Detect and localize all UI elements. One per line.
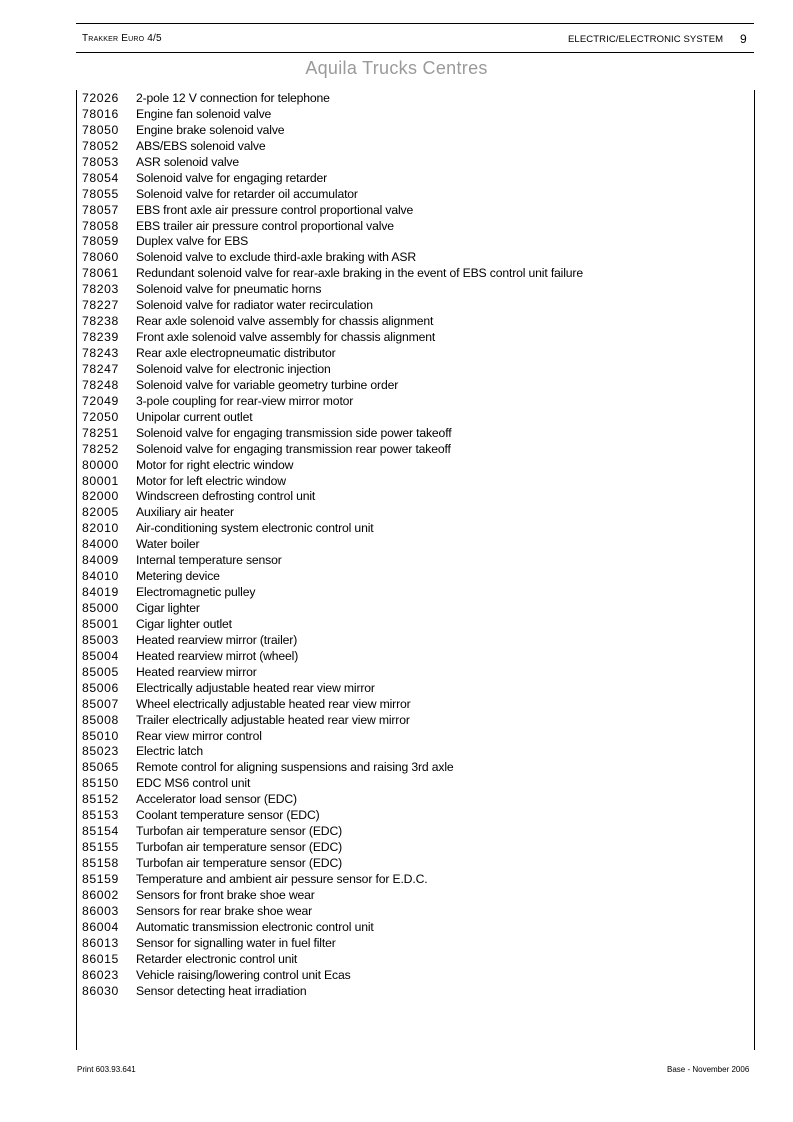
component-code: 78247 [82,361,119,376]
component-code: 72026 [82,91,119,105]
component-description: Temperature and ambient air pessure sensor for E.D.C. [136,871,428,886]
component-code: 85154 [82,824,119,839]
component-description: Air-conditioning system electronic control unit [136,521,374,536]
component-description: Motor for right electric window [136,457,294,472]
component-description: 2-pole 12 V connection for telephone [136,91,330,105]
component-description: Retarder electronic control unit [136,951,298,966]
component-description: Unipolar current outlet [136,409,253,424]
component-description: ABS/EBS solenoid valve [136,138,266,153]
component-description: Electromagnetic pulley [136,585,256,600]
component-description: Trailer electrically adjustable heated rear view mirror [136,712,410,727]
list-item [82,824,583,840]
footer-edition: Base - November 2006 [667,1065,750,1074]
list-item [82,410,583,426]
component-code: 78252 [82,441,119,456]
component-description: Coolant temperature sensor (EDC) [136,808,320,823]
list-item [82,729,583,745]
component-code: 78016 [82,106,119,121]
list-item [82,521,583,537]
component-code: 85005 [82,664,119,679]
component-description: Rear view mirror control [136,728,262,743]
list-item [82,378,583,394]
list-item [82,808,583,824]
list-item [82,234,583,250]
component-code: 78248 [82,377,119,392]
component-description: Internal temperature sensor [136,553,282,568]
component-code: 84009 [82,553,119,568]
list-item [82,489,583,505]
component-code: 78059 [82,234,119,249]
component-code: 85158 [82,856,119,870]
component-description: Wheel electrically adjustable heated rear view mirror [136,696,411,711]
component-description: Solenoid valve for engaging transmission side power takeoff [136,425,452,440]
list-item [82,426,583,442]
list-item [82,187,583,203]
component-code: 84000 [82,537,119,552]
component-code: 72049 [82,393,119,408]
component-code: 78227 [82,298,119,313]
list-item [82,585,583,601]
list-item [82,856,583,872]
component-code: 78243 [82,346,119,360]
component-code: 78203 [82,282,119,297]
watermark: Aquila Trucks Centres [305,58,488,78]
component-description: EBS front axle air pressure control proportional valve [136,202,414,217]
list-item [82,936,583,952]
right-margin-rule [754,90,755,1050]
list-item [82,984,583,1000]
component-code: 86013 [82,935,119,950]
component-code: 78054 [82,170,119,185]
page-number: 9 [740,32,747,46]
list-item [82,569,583,585]
component-description: Solenoid valve for engaging transmission rear power takeoff [136,441,451,456]
component-code: 78057 [82,202,119,217]
component-code: 78055 [82,186,119,201]
component-description: Metering device [136,569,220,584]
component-code: 86002 [82,887,119,902]
component-description: Electric latch [136,744,203,759]
component-description: Sensors for front brake shoe wear [136,887,315,902]
component-description: EBS trailer air pressure control proportional valve [136,218,394,233]
component-code: 86030 [82,983,119,998]
component-list [82,91,583,999]
list-item [82,314,583,330]
component-code: 78238 [82,314,119,329]
component-description: EDC MS6 control unit [136,776,251,791]
component-description: Sensors for rear brake shoe wear [136,903,313,918]
component-code: 78058 [82,218,119,233]
component-code: 85004 [82,648,119,663]
list-item [82,171,583,187]
list-item [82,362,583,378]
list-item [82,601,583,617]
list-item [82,442,583,458]
header-title: Trakker Euro 4/5 [82,33,162,44]
component-code: 85152 [82,792,119,807]
component-code: 85003 [82,632,119,647]
component-description: ASR solenoid valve [136,154,239,169]
component-description: Vehicle raising/lowering control unit Ecas [136,967,351,982]
component-description: Electrically adjustable heated rear view mirror [136,680,375,695]
component-description: Cigar lighter [136,601,200,615]
component-code: 82010 [82,521,119,536]
list-item [82,282,583,298]
list-item [82,139,583,155]
component-description: Solenoid valve to exclude third-axle braking with ASR [136,250,416,265]
list-item [82,872,583,888]
list-item [82,298,583,314]
component-code: 85007 [82,696,119,711]
list-item [82,920,583,936]
list-item [82,219,583,235]
component-description: Sensor detecting heat irradiation [136,983,307,998]
list-item [82,792,583,808]
component-code: 85008 [82,712,119,727]
component-description: Rear axle solenoid valve assembly for chassis alignment [136,314,434,329]
component-code: 80001 [82,473,119,488]
list-item [82,665,583,681]
component-description: Remote control for aligning suspensions and raising 3rd axle [136,760,454,775]
list-item [82,840,583,856]
component-code: 84019 [82,585,119,600]
component-description: Water boiler [136,537,200,552]
component-description: Solenoid valve for variable geometry turbine order [136,377,399,392]
list-item [82,91,583,107]
component-code: 86004 [82,919,119,934]
component-code: 85006 [82,680,119,695]
list-item [82,697,583,713]
list-item [82,760,583,776]
component-code: 78050 [82,122,119,137]
component-description: Solenoid valve for engaging retarder [136,170,328,185]
component-code: 78239 [82,330,119,345]
component-description: Engine brake solenoid valve [136,122,285,137]
left-margin-rule [76,90,77,1050]
component-code: 84010 [82,569,119,584]
component-description: Redundant solenoid valve for rear-axle braking in the event of EBS control unit failure [136,266,583,281]
component-code: 72050 [82,409,119,424]
component-code: 78060 [82,250,119,265]
list-item [82,123,583,139]
component-code: 82005 [82,505,119,520]
component-code: 80000 [82,457,119,472]
component-description: Solenoid valve for radiator water recirculation [136,298,373,313]
list-item [82,553,583,569]
component-description: Accelerator load sensor (EDC) [136,792,297,807]
component-code: 85155 [82,840,119,855]
list-item [82,474,583,490]
component-description: Auxiliary air heater [136,505,234,520]
component-code: 82000 [82,489,119,504]
component-description: Front axle solenoid valve assembly for chassis alignment [136,330,436,345]
component-description: Rear axle electropneumatic distributor [136,346,336,360]
component-code: 86015 [82,951,119,966]
component-code: 86003 [82,903,119,918]
component-code: 78061 [82,266,119,281]
list-item [82,617,583,633]
component-description: Turbofan air temperature sensor (EDC) [136,840,343,855]
header-section: ELECTRIC/ELECTRONIC SYSTEM [568,34,724,45]
component-description: Automatic transmission electronic control unit [136,919,374,934]
component-code: 86023 [82,967,119,982]
list-item [82,904,583,920]
component-code: 85150 [82,776,119,791]
component-code: 85065 [82,760,119,775]
list-item [82,649,583,665]
component-description: Cigar lighter outlet [136,616,232,631]
component-description: Solenoid valve for retarder oil accumulator [136,186,358,201]
component-code: 85023 [82,744,119,759]
component-code: 78251 [82,425,119,440]
list-item [82,107,583,123]
component-description: Motor for left electric window [136,473,286,488]
list-item [82,744,583,760]
list-item [82,888,583,904]
component-code: 85000 [82,601,119,615]
list-item [82,505,583,521]
component-code: 78053 [82,154,119,169]
list-item [82,266,583,282]
component-description: Heated rearview mirrot (wheel) [136,648,299,663]
list-item [82,952,583,968]
component-description: Turbofan air temperature sensor (EDC) [136,824,343,839]
component-description: Solenoid valve for pneumatic horns [136,282,322,297]
list-item [82,458,583,474]
list-item [82,203,583,219]
component-code: 85001 [82,616,119,631]
list-item [82,968,583,984]
list-item [82,776,583,792]
list-item [82,346,583,362]
component-code: 85153 [82,808,119,823]
header-bottom-rule [76,52,754,53]
component-description: Heated rearview mirror (trailer) [136,632,298,647]
component-description: Engine fan solenoid valve [136,106,272,121]
list-item [82,681,583,697]
component-description: 3-pole coupling for rear-view mirror motor [136,393,354,408]
list-item [82,537,583,553]
component-code: 78052 [82,138,119,153]
component-description: Heated rearview mirror [136,664,257,679]
list-item [82,330,583,346]
component-code: 85010 [82,728,119,743]
list-item [82,394,583,410]
component-description: Windscreen defrosting control unit [136,489,316,504]
component-description: Sensor for signalling water in fuel filter [136,935,336,950]
header-top-rule [76,23,754,24]
footer-print-ref: Print 603.93.641 [77,1065,136,1074]
list-item [82,155,583,171]
component-description: Solenoid valve for electronic injection [136,361,331,376]
component-code: 85159 [82,871,119,886]
component-description: Turbofan air temperature sensor (EDC) [136,856,343,870]
list-item [82,713,583,729]
list-item [82,250,583,266]
list-item [82,633,583,649]
component-description: Duplex valve for EBS [136,234,249,249]
